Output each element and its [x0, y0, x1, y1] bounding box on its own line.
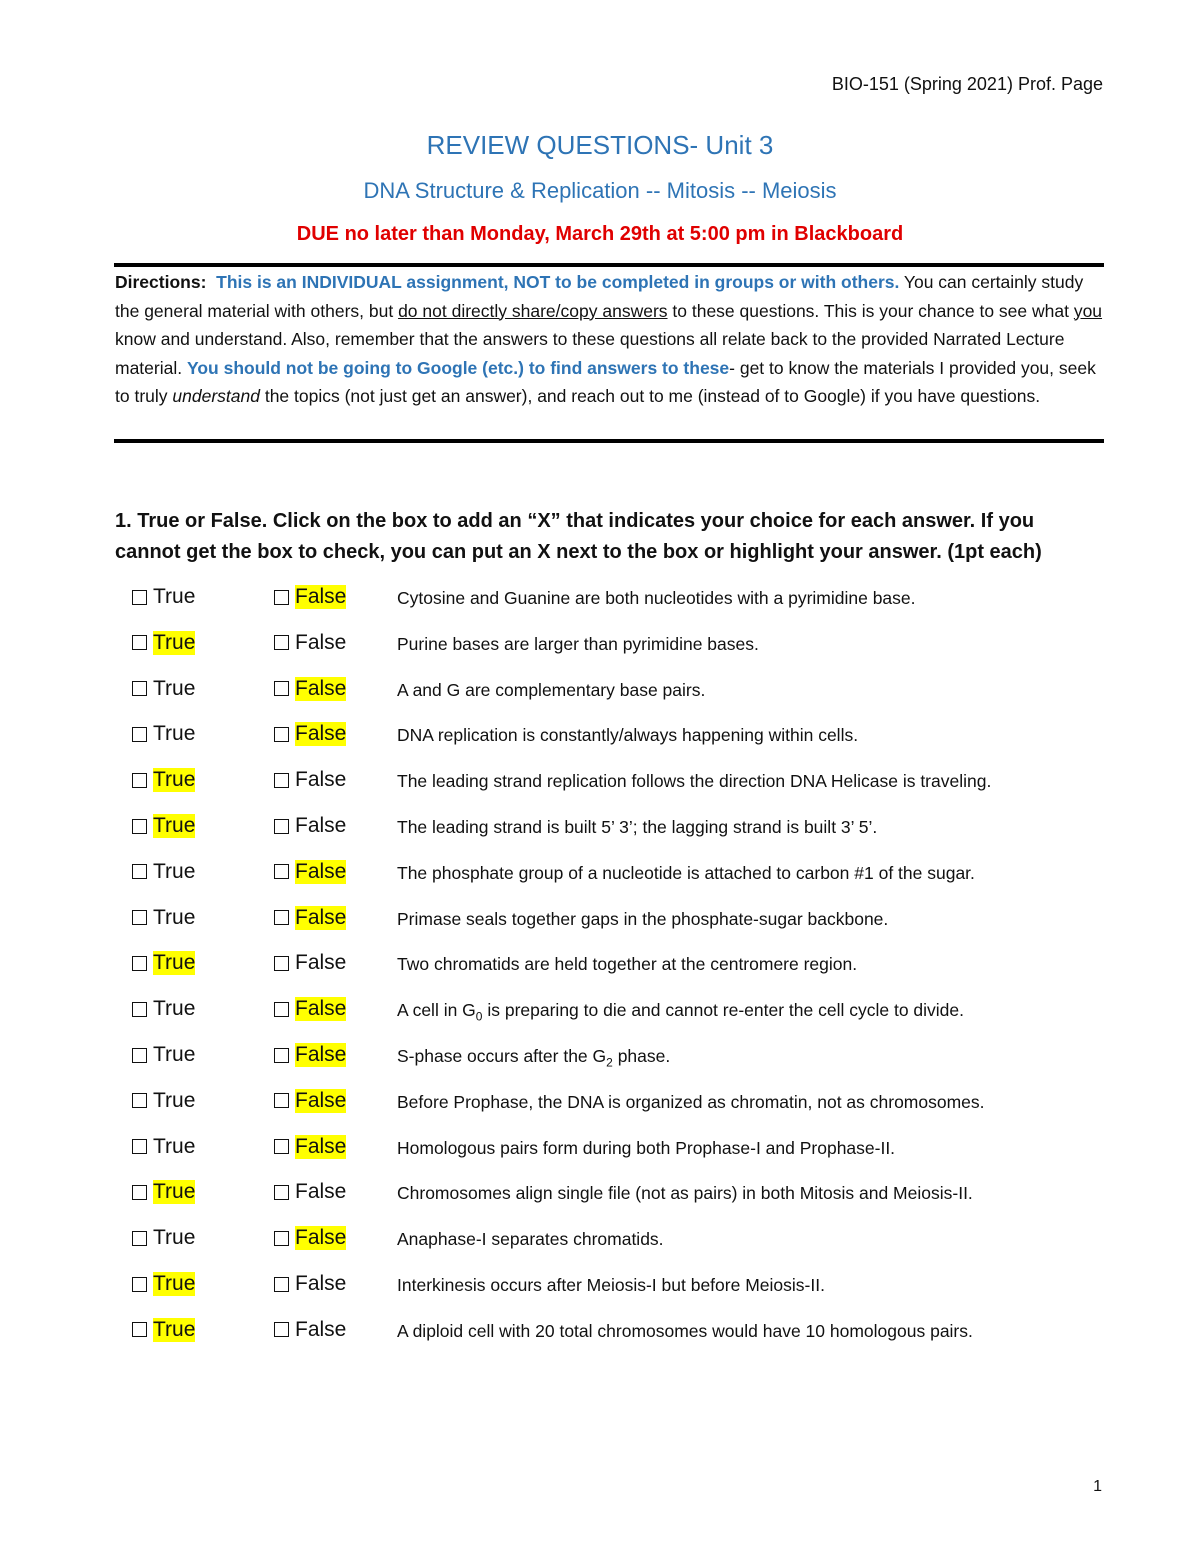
question-row — [0, 1043, 1200, 1073]
false-label: False — [295, 722, 347, 746]
false-label: False — [295, 1134, 347, 1158]
question-row — [0, 722, 1200, 752]
page-number: 1 — [1093, 1478, 1102, 1495]
checkbox[interactable] — [274, 1231, 289, 1246]
false-label: False — [295, 585, 347, 608]
false-label: False — [295, 859, 347, 883]
true-label: True — [153, 951, 196, 975]
statement-text: Interkinesis occurs after Meiosis-I but before Meiosis-II. — [397, 1275, 825, 1295]
false-option[interactable] — [274, 997, 346, 1021]
checkbox[interactable] — [274, 1002, 289, 1017]
directions-text-5: the topics (not just get an answer), and reach out to me (instead of to Google) if you have questions. — [259, 386, 1041, 406]
true-label: True — [153, 1226, 196, 1250]
directions-block — [115, 268, 1105, 411]
checkbox[interactable] — [274, 1048, 289, 1063]
checkbox[interactable] — [132, 1002, 147, 1017]
question-1-heading — [115, 506, 1105, 568]
true-label: True — [153, 1088, 196, 1112]
true-option[interactable] — [132, 1226, 195, 1250]
checkbox[interactable] — [274, 590, 289, 605]
question-row — [0, 1180, 1200, 1210]
directions-emphasis-1: This is an INDIVIDUAL assignment, NOT to be completed in groups or with others. — [216, 272, 900, 292]
question-row — [0, 951, 1200, 981]
false-option[interactable] — [274, 1180, 346, 1204]
checkbox[interactable] — [132, 1185, 147, 1200]
true-label: True — [153, 859, 196, 883]
question-row — [0, 1089, 1200, 1119]
false-label: False — [295, 1317, 347, 1341]
true-option[interactable] — [132, 585, 195, 609]
directions-text-3: know and understand. Also, remember that the answers to these questions all relate back to the provided Narrated Lecture material. — [115, 329, 1065, 378]
false-option[interactable] — [274, 722, 346, 746]
true-option[interactable] — [132, 1272, 195, 1296]
question-row — [0, 1318, 1200, 1348]
false-option[interactable] — [274, 1318, 346, 1342]
checkbox[interactable] — [274, 864, 289, 879]
checkbox[interactable] — [132, 681, 147, 696]
question-row — [0, 585, 1200, 615]
checkbox[interactable] — [274, 1093, 289, 1108]
question-row — [0, 814, 1200, 844]
false-option[interactable] — [274, 768, 346, 792]
false-label: False — [295, 1180, 347, 1204]
true-option[interactable] — [132, 722, 195, 746]
question-row — [0, 906, 1200, 936]
checkbox[interactable] — [274, 819, 289, 834]
false-option[interactable] — [274, 585, 346, 609]
question-1-number: 1. True or False. — [115, 510, 268, 532]
checkbox[interactable] — [132, 819, 147, 834]
checkbox[interactable] — [274, 910, 289, 925]
checkbox[interactable] — [132, 956, 147, 971]
checkbox[interactable] — [132, 590, 147, 605]
directions-underline-1: do not directly share/copy answers — [398, 300, 668, 321]
checkbox[interactable] — [274, 1322, 289, 1337]
directions-text-4: - get to know the materials I provided you, seek to truly — [115, 357, 1096, 406]
false-option[interactable] — [274, 677, 346, 701]
checkbox[interactable] — [132, 1139, 147, 1154]
true-option[interactable] — [132, 1318, 195, 1342]
true-option[interactable] — [132, 1180, 195, 1204]
checkbox[interactable] — [274, 635, 289, 650]
false-label: False — [295, 1088, 347, 1112]
true-option[interactable] — [132, 1089, 195, 1113]
statement-text: Homologous pairs form during both Prophase-I and Prophase-II. — [397, 1137, 896, 1158]
question-row — [0, 1135, 1200, 1165]
checkbox[interactable] — [132, 1048, 147, 1063]
question-row — [0, 860, 1200, 890]
directions-text-1: You can certainly study the general material with others, but — [115, 272, 1084, 321]
checkbox[interactable] — [274, 1139, 289, 1154]
true-option[interactable] — [132, 677, 195, 701]
statement-text: The leading strand is built 5’ 3’; the lagging strand is built 3’ 5’. — [397, 817, 878, 837]
false-label: False — [295, 630, 347, 654]
top-divider — [114, 263, 1104, 267]
false-option[interactable] — [274, 906, 346, 930]
question-1-instructions: Click on the box to add an “X” that indicates your choice for each answer. If you cannot get the box to check, you can put an X next to the box or highlight your answer. (1pt each) — [115, 510, 1042, 563]
false-option[interactable] — [274, 860, 346, 884]
true-label: True — [153, 768, 196, 792]
statement-text: Two chromatids are held together at the centromere region. — [397, 954, 858, 975]
checkbox[interactable] — [132, 864, 147, 879]
checkbox[interactable] — [274, 956, 289, 971]
false-option[interactable] — [274, 1135, 346, 1159]
checkbox[interactable] — [274, 727, 289, 742]
true-label: True — [153, 1272, 196, 1295]
false-option[interactable] — [274, 1272, 346, 1296]
false-label: False — [295, 951, 347, 975]
checkbox[interactable] — [132, 727, 147, 742]
statement-text: The leading strand replication follows the direction DNA Helicase is traveling. — [397, 771, 992, 792]
true-option[interactable] — [132, 906, 195, 930]
question-row — [0, 631, 1200, 661]
true-label: True — [153, 676, 196, 700]
true-label: True — [153, 630, 196, 654]
directions-italic: understand — [172, 386, 260, 406]
false-option[interactable] — [274, 951, 346, 975]
false-label: False — [295, 814, 347, 837]
statement-text: Chromosomes align single file (not as pairs) in both Mitosis and Meiosis-II. — [397, 1183, 973, 1204]
statement-text: Before Prophase, the DNA is organized as chromatin, not as chromosomes. — [397, 1091, 985, 1112]
false-label: False — [295, 676, 347, 700]
false-label: False — [295, 997, 347, 1021]
course-header: BIO-151 (Spring 2021) Prof. Page — [831, 74, 1103, 94]
due-date: DUE no later than Monday, March 29th at 5:00 pm in Blackboard — [296, 223, 904, 245]
statement-text: S-phase occurs after the $G_2$ phase. — [397, 1046, 671, 1070]
checkbox[interactable] — [274, 1277, 289, 1292]
false-label: False — [295, 1043, 347, 1066]
false-label: False — [295, 905, 347, 929]
question-row — [0, 768, 1200, 798]
directions-text-2: to these questions. This is your chance to see what — [667, 300, 1074, 321]
directions-underline-2: you — [1073, 300, 1103, 321]
true-option[interactable] — [132, 768, 195, 792]
statement-text: Cytosine and Guanine are both nucleotides with a pyrimidine base. — [397, 588, 916, 608]
true-option[interactable] — [132, 1135, 195, 1159]
true-label: True — [153, 997, 196, 1021]
false-label: False — [295, 768, 347, 792]
checkbox[interactable] — [132, 1322, 147, 1337]
true-label: True — [153, 722, 196, 746]
checkbox[interactable] — [132, 635, 147, 650]
true-label: True — [153, 1134, 196, 1158]
statement-text: A diploid cell with 20 total chromosomes would have 10 homologous pairs. — [397, 1320, 973, 1341]
true-option[interactable] — [132, 997, 195, 1021]
page-subtitle: DNA Structure & Replication -- Mitosis -- Meiosis — [363, 178, 837, 203]
true-label: True — [153, 1043, 196, 1066]
true-label: True — [153, 585, 196, 608]
checkbox[interactable] — [132, 773, 147, 788]
checkbox[interactable] — [132, 1093, 147, 1108]
false-label: False — [295, 1226, 347, 1250]
directions-emphasis-2: You should not be going to Google (etc.) to find answers to these — [186, 357, 730, 378]
checkbox[interactable] — [132, 1231, 147, 1246]
true-label: True — [153, 814, 196, 837]
subscript: 2 — [606, 1055, 613, 1070]
checkbox[interactable] — [274, 1185, 289, 1200]
question-row — [0, 997, 1200, 1027]
true-label: True — [153, 905, 196, 929]
page-title: REVIEW QUESTIONS- Unit 3 — [426, 130, 774, 160]
true-label: True — [153, 1317, 196, 1341]
statement-text: Anaphase-I separates chromatids. — [397, 1229, 664, 1250]
true-option[interactable] — [132, 814, 195, 838]
question-row — [0, 1226, 1200, 1256]
false-option[interactable] — [274, 631, 346, 655]
true-option[interactable] — [132, 631, 195, 655]
statement-text: Purine bases are larger than pyrimidine bases. — [397, 633, 759, 654]
false-label: False — [295, 1272, 347, 1295]
directions-label: Directions: — [115, 272, 207, 292]
false-option[interactable] — [274, 1089, 346, 1113]
checkbox[interactable] — [274, 681, 289, 696]
checkbox[interactable] — [132, 1277, 147, 1292]
false-option[interactable] — [274, 814, 346, 838]
statement-text: A cell in $G_0$ is preparing to die and cannot re-enter the cell cycle to divide. — [397, 1000, 965, 1024]
true-option[interactable] — [132, 951, 195, 975]
true-label: True — [153, 1180, 196, 1204]
statement-text: A and G are complementary base pairs. — [397, 679, 706, 700]
checkbox[interactable] — [132, 910, 147, 925]
statement-text: Primase seals together gaps in the phosphate-sugar backbone. — [397, 908, 889, 929]
statement-text: DNA replication is constantly/always happening within cells. — [397, 725, 859, 746]
question-row — [0, 677, 1200, 707]
true-option[interactable] — [132, 860, 195, 884]
statement-text: The phosphate group of a nucleotide is attached to carbon #1 of the sugar. — [397, 862, 975, 883]
question-row — [0, 1272, 1200, 1302]
true-option[interactable] — [132, 1043, 195, 1067]
false-option[interactable] — [274, 1226, 346, 1250]
subscript: 0 — [475, 1009, 483, 1024]
bottom-divider — [114, 439, 1104, 443]
checkbox[interactable] — [274, 773, 289, 788]
false-option[interactable] — [274, 1043, 346, 1067]
